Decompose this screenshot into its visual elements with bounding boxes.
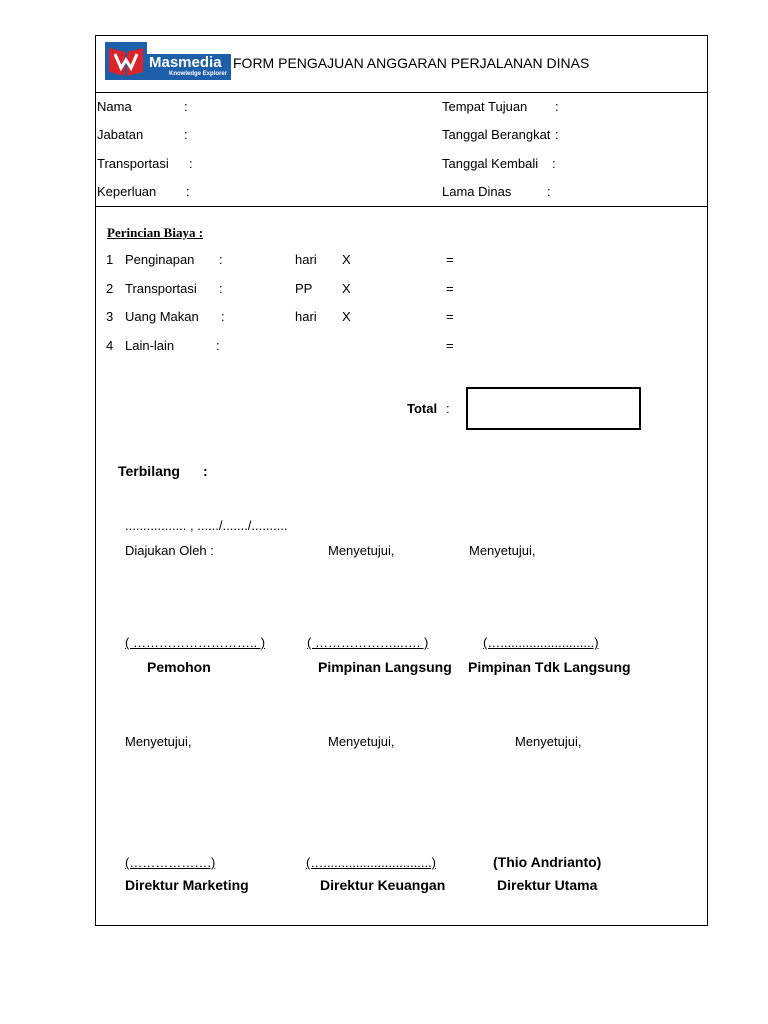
cost-item-no: 3 <box>106 309 114 324</box>
info-colon: : <box>547 184 551 199</box>
signature-caption-menyetujui: Menyetujui, <box>328 734 395 749</box>
signatory-name-direktur-utama: (Thio Andrianto) <box>493 854 602 870</box>
terbilang-colon: : <box>203 463 208 479</box>
cost-item-colon: : <box>219 252 223 267</box>
total-label: Total <box>407 401 438 416</box>
signature-blank-direktur-marketing: (……………….) <box>125 855 216 870</box>
cost-item-label: Uang Makan <box>125 309 199 324</box>
info-colon: : <box>552 156 556 171</box>
logo-name: Masmedia <box>149 54 222 71</box>
role-direktur-keuangan: Direktur Keuangan <box>320 877 446 893</box>
cost-item-equals: = <box>446 281 454 296</box>
role-pemohon: Pemohon <box>147 659 211 675</box>
cost-item-label: Penginapan <box>125 252 195 267</box>
role-pimpinan-tdk-langsung: Pimpinan Tdk Langsung <box>468 659 631 675</box>
total-colon: : <box>446 401 450 416</box>
signature-blank-direktur-keuangan: (…..............................) <box>306 855 437 870</box>
cost-item-colon: : <box>219 281 223 296</box>
info-label-tempat-tujuan: Tempat Tujuan <box>442 99 528 114</box>
info-colon: : <box>186 184 190 199</box>
cost-heading: Perincian Biaya : <box>107 225 204 240</box>
info-colon: : <box>184 127 188 142</box>
book-logo-icon <box>105 42 147 80</box>
cost-item-equals: = <box>446 309 454 324</box>
role-pimpinan-langsung: Pimpinan Langsung <box>318 659 452 675</box>
masmedia-logo <box>105 42 231 80</box>
role-direktur-marketing: Direktur Marketing <box>125 877 249 893</box>
cost-item-label: Transportasi <box>125 281 197 296</box>
cost-item-no: 4 <box>106 338 114 353</box>
info-label-lama-dinas: Lama Dinas <box>442 184 512 199</box>
signature-blank-pemohon: ( ……………………….. ) <box>125 635 266 650</box>
signature-blank-pimpinan-tdk-langsung: (…..........................) <box>483 635 599 650</box>
cost-item-multiply: X <box>342 281 351 296</box>
cost-item-multiply: X <box>342 309 351 324</box>
logo-tagline: Knowledge Explorer <box>169 71 228 77</box>
cost-item-colon: : <box>221 309 225 324</box>
info-colon: : <box>184 99 188 114</box>
cost-item-unit: PP <box>295 281 313 296</box>
info-label-keperluan: Keperluan <box>97 184 157 199</box>
info-divider <box>95 206 708 207</box>
info-label-transportasi: Transportasi <box>97 156 169 171</box>
date-place-line: ................. , ....../......./.......... <box>125 518 288 533</box>
info-colon: : <box>189 156 193 171</box>
signature-blank-pimpinan-langsung: ( ………………...…. ) <box>307 635 429 650</box>
form-border <box>95 35 708 926</box>
form-title: FORM PENGAJUAN ANGGARAN PERJALANAN DINAS <box>233 55 590 71</box>
info-label-jabatan: Jabatan <box>97 127 144 142</box>
info-colon: : <box>555 127 559 142</box>
info-label-tanggal-kembali: Tanggal Kembali <box>442 156 539 171</box>
header-divider <box>95 92 708 93</box>
signature-caption-menyetujui: Menyetujui, <box>125 734 192 749</box>
cost-item-multiply: X <box>342 252 351 267</box>
cost-item-no: 2 <box>106 281 114 296</box>
info-colon: : <box>555 99 559 114</box>
role-direktur-utama: Direktur Utama <box>497 877 598 893</box>
terbilang-label: Terbilang <box>118 463 180 479</box>
cost-item-equals: = <box>446 338 454 353</box>
signature-caption-menyetujui: Menyetujui, <box>515 734 582 749</box>
cost-item-no: 1 <box>106 252 114 267</box>
cost-item-unit: hari <box>295 252 317 267</box>
signature-caption-diajukan: Diajukan Oleh : <box>125 543 214 558</box>
cost-item-label: Lain-lain <box>125 338 175 353</box>
total-field[interactable] <box>466 387 641 430</box>
signature-caption-menyetujui: Menyetujui, <box>328 543 395 558</box>
cost-item-unit: hari <box>295 309 317 324</box>
signature-caption-menyetujui: Menyetujui, <box>469 543 536 558</box>
cost-item-equals: = <box>446 252 454 267</box>
info-label-tanggal-berangkat: Tanggal Berangkat <box>442 127 551 142</box>
info-label-nama: Nama <box>97 99 132 114</box>
cost-item-colon: : <box>216 338 220 353</box>
